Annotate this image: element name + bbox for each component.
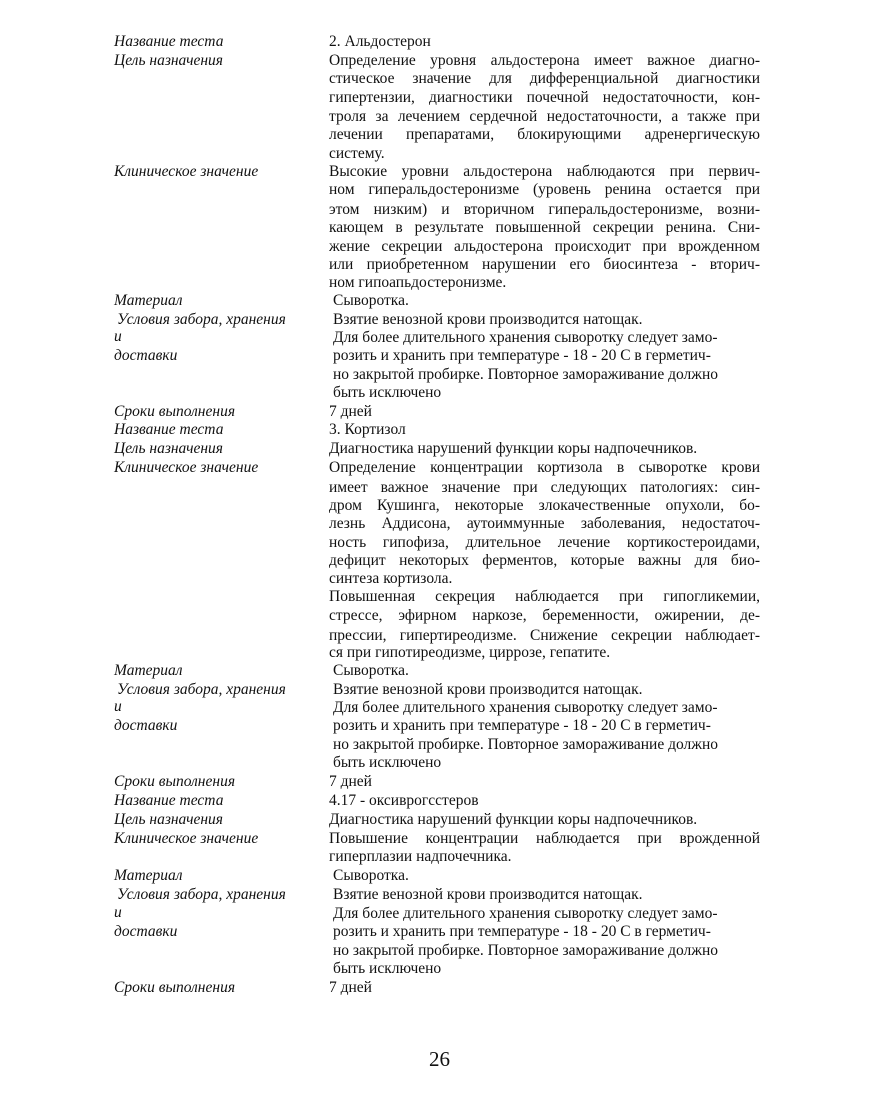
field-label: и	[114, 328, 122, 346]
field-value-line: Взятие венозной крови производится натощак.	[333, 311, 643, 329]
field-label: Название теста	[114, 792, 224, 810]
field-label: Условия забора, хранения	[117, 681, 286, 699]
field-value-line: ся при гипотиреодизме, циррозе, гепатите.	[329, 644, 611, 662]
field-value-line: Повышение концентрации наблюдается при врожденной	[329, 830, 760, 848]
field-label: Сроки выполнения	[114, 403, 236, 421]
field-value-line: 2. Альдостерон	[329, 33, 431, 51]
field-value-line: Для более длительного хранения сыворотку следует замо-	[333, 699, 718, 717]
field-label: Цель назначения	[114, 52, 224, 70]
field-label: Материал	[114, 867, 183, 885]
field-value-line: но закрытой пробирке. Повторное замораживание должно	[333, 366, 718, 384]
field-value-line: быть исключено	[333, 754, 442, 772]
field-label: Сроки выполнения	[114, 773, 236, 791]
field-value-line: быть исключено	[333, 384, 442, 402]
field-value-line: Сыворотка.	[333, 662, 409, 680]
field-value-line: 7 дней	[329, 979, 372, 997]
field-label: и	[114, 904, 122, 922]
field-value-line: Сыворотка.	[333, 867, 409, 885]
field-value-line: ном гиперальдостеронизме (уровень ренина остается при	[329, 181, 760, 199]
field-value-line: Повышенная секреция наблюдается при гипогликемии,	[329, 588, 760, 606]
field-value-line: имеет важное значение при следующих патологиях: син-	[329, 478, 760, 496]
field-label: Клиническое значение	[114, 830, 259, 848]
field-value-line: Высокие уровни альдостерона наблюдаются при первич-	[329, 163, 760, 181]
field-value-line: но закрытой пробирке. Повторное замораживание должно	[333, 942, 718, 960]
field-value-line: Для более длительного хранения сыворотку следует замо-	[333, 905, 718, 923]
field-value-line: стрессе, эфирном наркозе, беременности, ожирении, де-	[329, 607, 760, 625]
field-label: доставки	[114, 717, 178, 735]
field-value-line: троля за лечением сердечной недостаточности, а также при	[329, 107, 760, 125]
field-label: Название теста	[114, 421, 224, 439]
field-value-line: синтеза кортизола.	[329, 570, 453, 588]
field-label: Название теста	[114, 33, 224, 51]
field-value-line: прессии, гипертиреодизме. Снижение секреции наблюдает-	[329, 626, 760, 644]
field-label: доставки	[114, 923, 178, 941]
field-value-line: но закрытой пробирке. Повторное замораживание должно	[333, 736, 718, 754]
field-value-line: 4.17 - оксиврогсстеров	[329, 792, 479, 810]
page-number: 26	[429, 1047, 450, 1071]
field-value-line: дефицит некоторых ферментов, которые важны для био-	[329, 552, 760, 569]
field-label: Сроки выполнения	[114, 979, 236, 997]
field-label: Условия забора, хранения	[117, 311, 286, 329]
field-value-line: 7 дней	[329, 773, 372, 791]
field-value-line: или приобретенном нарушении его биосинтеза - вторич-	[329, 256, 760, 273]
field-value-line: Взятие венозной крови производится натощак.	[333, 886, 643, 904]
field-value-line: Взятие венозной крови производится натощак.	[333, 681, 643, 699]
field-label: Цель назначения	[114, 811, 224, 829]
field-value-line: розить и хранить при температуре - 18 - 20 С в герметич-	[333, 923, 711, 941]
field-label: Клиническое значение	[114, 459, 259, 477]
field-value-line: ном гипоапьдостеронизме.	[329, 274, 507, 291]
field-label: Цель назначения	[114, 440, 224, 458]
field-value-line: систему.	[329, 144, 385, 162]
field-value-line: Диагностика нарушений функции коры надпочечников.	[329, 440, 698, 458]
field-value-line: лечении препаратами, блокирующими адренергическую	[329, 125, 760, 143]
field-value-line: лезнь Аддисона, аутоиммунные заболевания, недостаточ-	[329, 514, 760, 532]
field-label: Условия забора, хранения	[117, 886, 286, 904]
field-value-line: быть исключено	[333, 960, 442, 978]
field-value-line: ность гипофиза, длительное лечение кортикостероидами,	[329, 533, 760, 551]
field-value-line: дром Кушинга, некоторые злокачественные опухоли, бо-	[329, 496, 760, 514]
field-value-line: Диагностика нарушений функции коры надпочечников.	[329, 811, 698, 829]
field-value-line: розить и хранить при температуре - 18 - 20 С в герметич-	[333, 347, 711, 365]
field-value-line: Определение уровня альдостерона имеет важное диагно-	[329, 52, 760, 70]
field-value-line: кающем в результате повышенной секреции ренина. Сни-	[329, 218, 760, 236]
field-value-line: Определение концентрации кортизола в сыворотке крови	[329, 459, 760, 477]
field-value-line: гиперплазии надпочечника.	[329, 848, 512, 866]
field-value-line: 3. Кортизол	[329, 421, 406, 439]
field-value-line: стическое значение для дифференциальной диагностики	[329, 70, 760, 88]
field-label: и	[114, 698, 122, 716]
field-label: Материал	[114, 292, 183, 310]
field-value-line: Для более длительного хранения сыворотку следует замо-	[333, 329, 718, 347]
field-value-line: Сыворотка.	[333, 292, 409, 310]
field-value-line: жение секреции альдостерона происходит при врожденном	[329, 237, 760, 255]
field-label: Клиническое значение	[114, 163, 259, 181]
field-value-line: 7 дней	[329, 403, 372, 421]
field-label: Материал	[114, 662, 183, 680]
field-label: доставки	[114, 347, 178, 365]
field-value-line: розить и хранить при температуре - 18 - 20 С в герметич-	[333, 717, 711, 735]
field-value-line: этом низким) и вторичном гиперальдостеронизме, возни-	[329, 200, 760, 218]
field-value-line: гипертензии, диагностики почечной недостаточности, кон-	[329, 88, 760, 106]
